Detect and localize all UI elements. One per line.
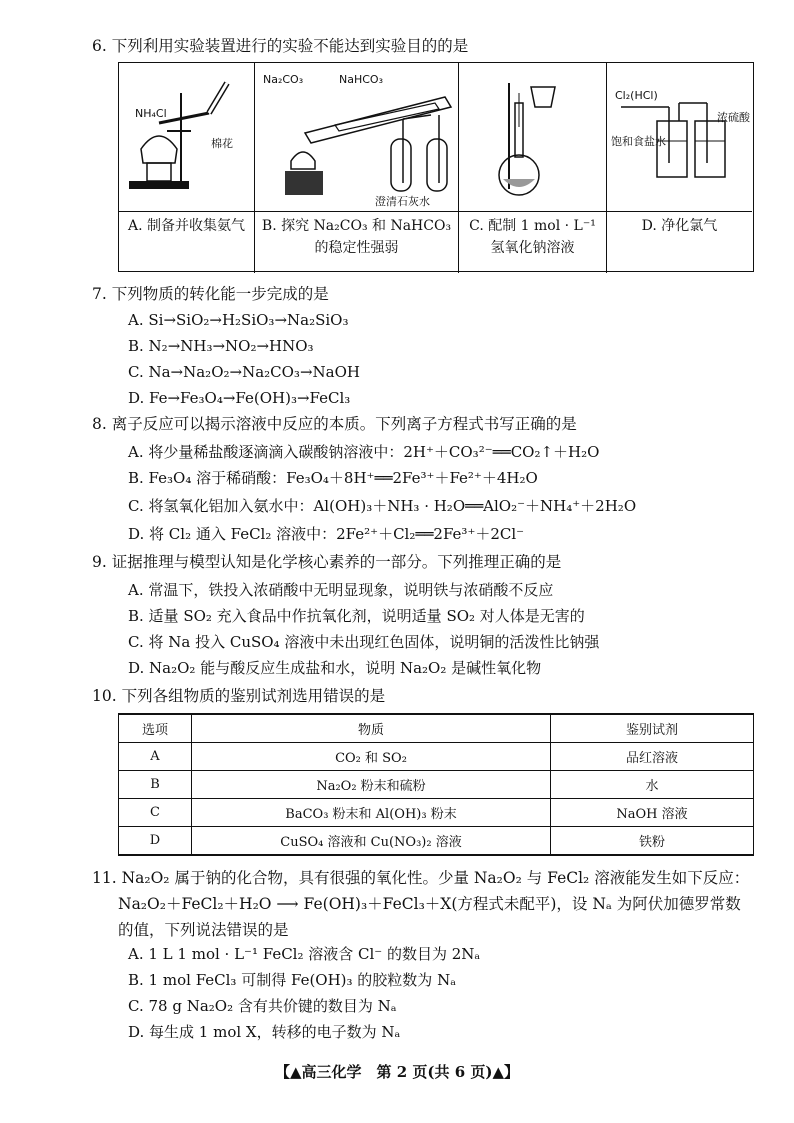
q9-option-a: A. 常温下，铁投入浓硝酸中无明显现象，说明铁与浓硝酸不反应 [128, 581, 554, 599]
q9-option-c: C. 将 Na 投入 CuSO₄ 溶液中未出现红色固体，说明铜的活泼性比钠强 [128, 633, 600, 651]
chlorine-purification-illustration [607, 63, 752, 211]
table-row [119, 827, 754, 856]
q6-option-c: C. 配制 1 mol · L⁻¹ 氢氧化钠溶液 [469, 218, 596, 256]
label-brine: 饱和食盐水 [611, 135, 666, 148]
header-reagent: 鉴别试剂 [551, 714, 754, 743]
table-header-row [119, 714, 754, 743]
cell-substance: CuSO₄ 溶液和 Cu(NO₃)₂ 溶液 [192, 827, 551, 856]
header-substance: 物质 [192, 714, 551, 743]
q8-option-c: C. 将氢氧化铝加入氨水中：Al(OH)₃＋NH₃ · H₂O══AlO₂⁻＋NH₄⁺＋2H₂O [128, 497, 637, 515]
q8-option-b: B. Fe₃O₄ 溶于稀硝酸：Fe₃O₄＋8H⁺══2Fe³⁺＋Fe²⁺＋4H₂O [128, 469, 538, 487]
q6-stem: 6. 下列利用实验装置进行的实验不能达到实验目的的是 [92, 37, 469, 55]
q6-option-d: D. 净化氯气 [641, 218, 718, 234]
q6-cell-b [255, 63, 459, 273]
cell-substance: BaCO₃ 粉末和 Al(OH)₃ 粉末 [192, 799, 551, 827]
cell-option: D [119, 827, 192, 856]
q9-option-d: D. Na₂O₂ 能与酸反应生成盐和水，说明 Na₂O₂ 是碱性氧化物 [128, 659, 542, 677]
q11-stem-line3: 的值，下列说法错误的是 [118, 921, 289, 939]
q6-option-a: A. 制备并收集氨气 [127, 218, 245, 234]
label-na2co3: Na₂CO₃ [263, 73, 304, 86]
q7-option-c: C. Na→Na₂O₂→Na₂CO₃→NaOH [128, 363, 360, 381]
q8-stem: 8. 离子反应可以揭示溶液中反应的本质。下列离子方程式书写正确的是 [92, 415, 577, 433]
label-cotton: 棉花 [211, 137, 233, 150]
cell-substance: CO₂ 和 SO₂ [192, 743, 551, 771]
label-limewater: 澄清石灰水 [375, 195, 430, 208]
q10-table [118, 713, 754, 856]
carbonate-stability-illustration [255, 63, 459, 211]
q7-option-d: D. Fe→Fe₃O₄→Fe(OH)₃→FeCl₃ [128, 389, 351, 407]
q11-option-c: C. 78 g Na₂O₂ 含有共价键的数目为 Nₐ [128, 997, 397, 1015]
q6-option-b: B. 探究 Na₂CO₃ 和 NaHCO₃ 的稳定性强弱 [261, 218, 452, 256]
q8-option-d: D. 将 Cl₂ 通入 FeCl₂ 溶液中：2Fe²⁺＋Cl₂══2Fe³⁺＋2Cl⁻ [128, 525, 525, 543]
page-footer: 【▲高三化学 第 2 页(共 6 页)▲】 [274, 1063, 520, 1081]
q9-stem: 9. 证据推理与模型认知是化学核心素养的一部分。下列推理正确的是 [92, 553, 562, 571]
q8-option-a: A. 将少量稀盐酸逐滴滴入碳酸钠溶液中：2H⁺＋CO₃²⁻══CO₂↑＋H₂O [128, 443, 600, 461]
cell-reagent: 品红溶液 [551, 743, 754, 771]
volumetric-flask-illustration [459, 63, 607, 211]
q7-option-a: A. Si→SiO₂→H₂SiO₃→Na₂SiO₃ [128, 311, 349, 329]
q6-cell-d [607, 63, 752, 273]
cell-option: C [119, 799, 192, 827]
q11-option-b: B. 1 mol FeCl₃ 可制得 Fe(OH)₃ 的胶粒数为 Nₐ [128, 971, 456, 989]
table-row [119, 771, 754, 799]
q6-cell-a [119, 63, 255, 273]
label-nahco3: NaHCO₃ [339, 73, 383, 86]
q11-option-a: A. 1 L 1 mol · L⁻¹ FeCl₂ 溶液含 Cl⁻ 的数目为 2Nₐ [128, 945, 481, 963]
q6-cell-c [459, 63, 607, 273]
q10-stem: 10. 下列各组物质的鉴别试剂选用错误的是 [92, 687, 386, 705]
ammonia-apparatus-illustration [119, 63, 255, 211]
q11-stem-line2: Na₂O₂＋FeCl₂＋H₂O ⟶ Fe(OH)₃＋FeCl₃＋X(方程式未配平)，设 Nₐ 为阿伏加德罗常数 [118, 895, 741, 913]
table-row [119, 743, 754, 771]
header-option: 选项 [119, 714, 192, 743]
cell-option: B [119, 771, 192, 799]
cell-reagent: 铁粉 [551, 827, 754, 856]
q9-option-b: B. 适量 SO₂ 充入食品中作抗氧化剂，说明适量 SO₂ 对人体是无害的 [128, 607, 585, 625]
q6-figure-table [118, 62, 754, 272]
label-cl2-hcl: Cl₂(HCl) [615, 89, 658, 102]
cell-reagent: 水 [551, 771, 754, 799]
label-nh4cl: NH₄Cl [135, 107, 167, 120]
table-row [119, 799, 754, 827]
label-sulfuric-acid: 浓硫酸 [717, 111, 750, 124]
q11-option-d: D. 每生成 1 mol X，转移的电子数为 Nₐ [128, 1023, 401, 1041]
cell-option: A [119, 743, 192, 771]
cell-substance: Na₂O₂ 粉末和硫粉 [192, 771, 551, 799]
q7-option-b: B. N₂→NH₃→NO₂→HNO₃ [128, 337, 314, 355]
cell-reagent: NaOH 溶液 [551, 799, 754, 827]
q11-stem-line1: 11. Na₂O₂ 属于钠的化合物，具有很强的氧化性。少量 Na₂O₂ 与 FeCl₂ 溶液能发生如下反应： [92, 869, 750, 887]
q7-stem: 7. 下列物质的转化能一步完成的是 [92, 285, 329, 303]
